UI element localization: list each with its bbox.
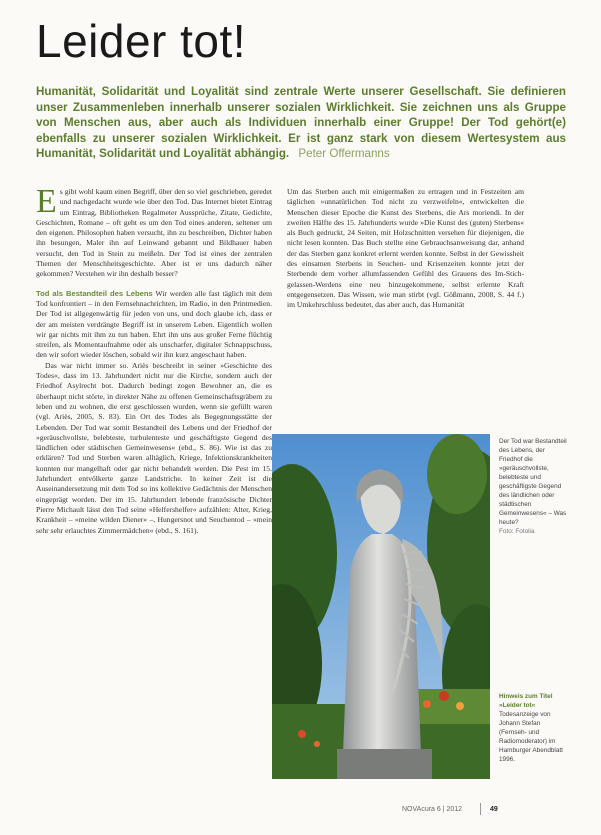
photo-caption: [499, 437, 569, 536]
issue-label: NOVAcura 6 | 2012: [402, 806, 463, 813]
author-name: Peter Offermanns: [298, 147, 390, 161]
left-paragraph-1: s gibt wohl kaum einen Begriff, über den so viel geschrieben, geredet und nachgedacht wurde wie über den Tod. Das Internet bietet Eintrag um Eintrag, Bibliotheken Regalmeter Aussprüche, Zitate, Gedichte, Geschichten, Romane – oft geht es um den Tod eines anderen, seltener um den eigenen. Philosophen haben versucht, ihn zu beschreiben, Dichter haben ihn besungen, Maler ihn auf Leinwand gebannt und Bildhauer haben versucht, den Tod in Stein zu meißeln. Der Tod ist eines der zentralen Themen der Menschheitsgeschichte. Aber ist er uns dadurch näher gekommen? Verstehen wir ihn deshalb besser?: [36, 187, 272, 279]
title-hint-label: Hinweis zum Titel »Leider tot«: [499, 693, 553, 709]
page-number: 49: [490, 806, 498, 813]
photo-credit: Foto: Fotolia: [499, 528, 535, 535]
title-hint-box: [499, 692, 569, 764]
title-hint-text: Todesanzeige von Johann Stefan (Fernseh- und Radiomoderator) im Hamburger Abendblatt 1996.: [499, 711, 563, 763]
angel-statue-image: [272, 434, 490, 779]
right-paragraph-1: Um das Sterben auch mit einigermaßen zu ertragen und in Festzeiten am täglichen »unnatürlichen Tod nicht zu verzweifeln«, entwickelten die Menschen dieser Epoche die Kunst des Sterbens, die Ars moriendi. In der zweiten Hälfte des 15. Jahrhunderts wurde »Die Kunst des (guten) Sterbens« als Buch gedruckt, 24 Seiten, mit Holzschnitten versehen für diejenigen, die nicht lesen konnten. Das Buch stellte eine Gebrauchsanweisung dar, anhand der das Sterben ganz konkret erlernt werden konnte. Selbst in der Gewissheit des einsamen Sterbens in Seuchen- und Krisenzeiten konnte jetzt der Sterbende dem vorher allumfassenden Gefühl des Grauens des Im-Stich-gelassen-Werdens eine neu hinzugekommene, selbst erlernte Kraft entgegensetzen. Das Wissen, wie man stirbt (vgl. Gößmann, 2008, S. 44 f.) im Umkehrschluss bedeutet, das aber auch, das Humanität: [287, 187, 524, 310]
footer-divider: [480, 803, 481, 815]
left-paragraph-2: Wir werden alle fast täglich mit dem Tod konfrontiert – in den Fernsehnachrichten, im Radio, in den Printmedien. Der Tod ist allgegenwärtig für jeden von uns, und doch glaube ich, dass er der am meisten verdrängte Begriff ist in unserem Leben. Eigentlich wollen wir gar nichts mit ihm zu tun haben. Ehrt ihn uns aus großer Ferne flüchtig streifen, als Momentaufnahme oder als unscharfer, digitaler Schnappschuss, den wir sofort wieder löschen, sobald wir ihn kurz angeschaut haben.: [36, 288, 273, 360]
section-subhead: Tod als Bestandteil des Lebens: [36, 288, 153, 298]
photo-caption-text: Der Tod war Bestandteil des Lebens, der Friedhof die »geräuschvollste, belebteste und geschäftigste Gegend des ländlichen oder städtischen Gemeinwesens« – Was heute?: [499, 438, 567, 526]
left-paragraph-3: Das war nicht immer so. Ariès beschreibt in seiner »Geschichte des Todes«, dass im 13. Jahrhundert nicht nur die Kirche, sondern auch der Friedhof Asylrecht bot. Dadurch bedingt zogen Bewohner an, die es überhaupt nicht störte, in direkter Nähe zu offenen Gemeinschaftsgräbern zu leben und zu wohnen, die erst geschlossen wurden, wenn sie gefüllt waren (vgl. Ariès, 2005, S. 83). Ein Ort des Todes als Begegnungsstätte der Lebenden. Der Tod war somit Bestandteil des Lebens und der Friedhof der »geräuschvollste, belebteste, turbulenteste und geschäftigste Gegend des ländlichen oder städtischen Gemeinwesens« (ebd., S. 86). Wie ist das zu erklären? Tod und Sterben waren alltäglich, Kriege, Infektionskrankheiten konnten nur mangelhaft oder gar nicht behandelt werden. Die Pest im 15. Jahrhundert entvölkerte ganze Landstriche. In keiner Zeit ist die Auseinandersetzung mit dem Tod so ins kollektive Gedächtnis der Menschen eingeprägt worden. Der im 15. Jahrhundert lebende französische Dichter Pierre Michault lässt den Tod seine »Helfershelfer« aufzählen: Alter, Krieg, Krankheit – »meine wilden Diener« –, Hungersnot und Seuchentod – »mein sehr sehr erlauchtes Zimmermädchen« (ebd., S. 161).: [36, 360, 272, 535]
angel-statue-photo: [272, 434, 490, 779]
article-headline: Leider tot!: [36, 15, 247, 67]
left-column: [36, 183, 273, 536]
article-intro: [36, 84, 566, 162]
intro-text: Humanität, Solidarität und Loyalität sind zentrale Werte unserer Gesellschaft. Sie definieren unser Zusammenleben innerhalb unserer sozialen Wirklichkeit. Sie zeichnen uns als Gruppe von Menschen aus, aber auch als Individuen innerhalb einer Gruppe! Der Tod gehört(e) ebenfalls zu unserer sozialen Wirklichkeit. Er ist ganz stark von diesem Wertesystem aus Humanität, Solidarität und Loyalität abhängig.: [36, 85, 566, 161]
right-column: [287, 187, 524, 311]
drop-cap: E: [36, 183, 57, 220]
